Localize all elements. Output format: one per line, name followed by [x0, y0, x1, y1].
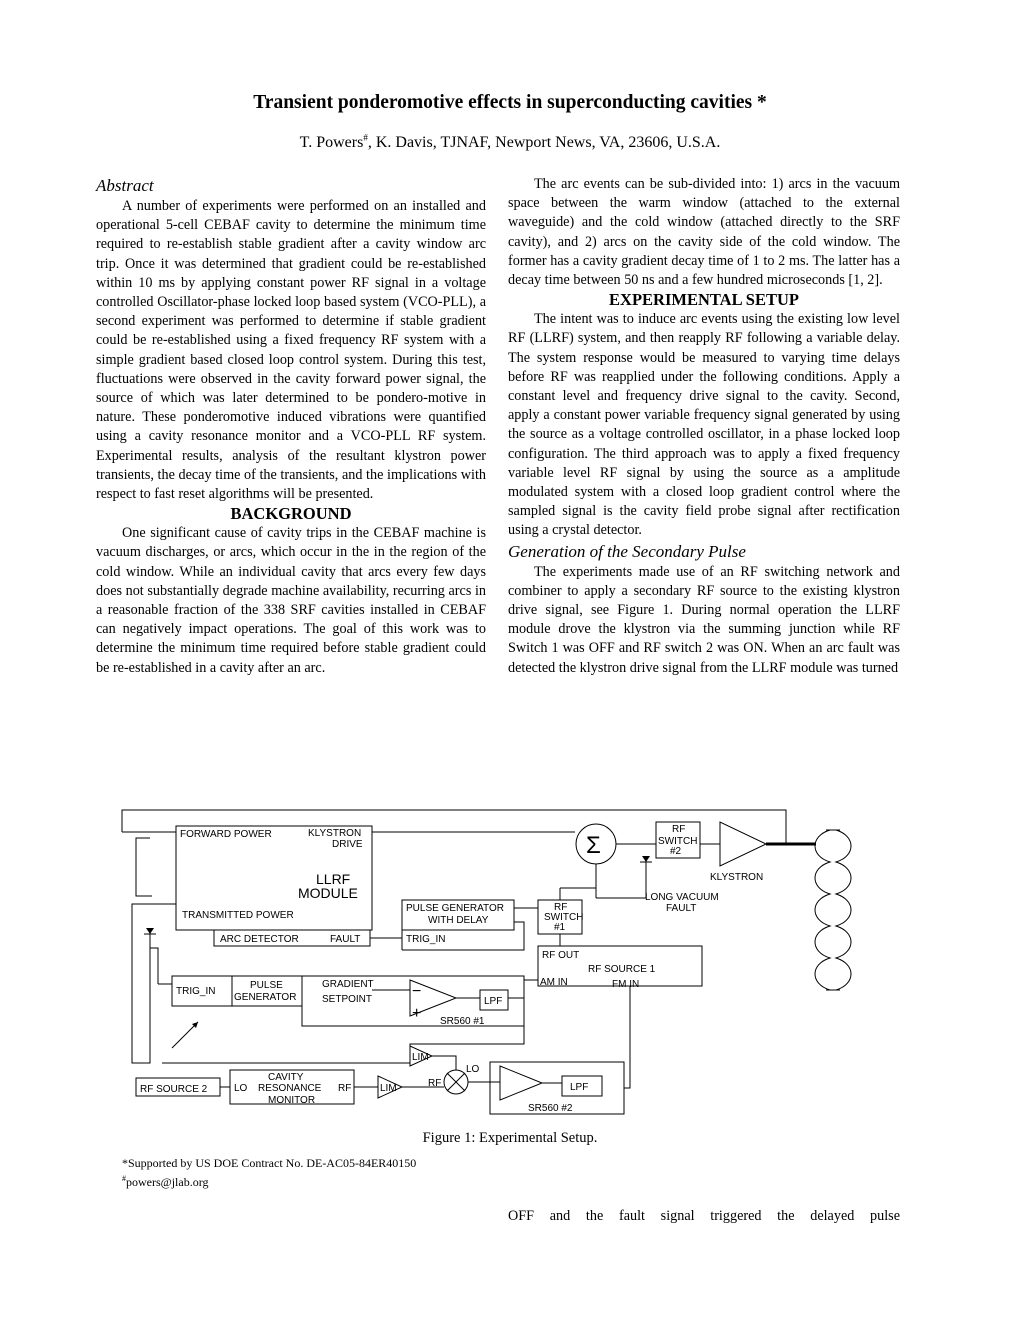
label-gradient: GRADIENT — [322, 979, 374, 990]
label-lpf-2: LPF — [570, 1082, 589, 1093]
footnote-support: *Supported by US DOE Contract No. DE-AC05-84ER40150 — [122, 1156, 417, 1170]
label-trig-in-1: TRIG_IN — [406, 934, 446, 945]
experimental-setup-diagram — [110, 808, 910, 1128]
secondary-heading: Generation of the Secondary Pulse — [508, 541, 746, 561]
label-rf-source-2: RF SOURCE 2 — [140, 1084, 208, 1095]
label-rf-switch2-3: #2 — [670, 846, 682, 857]
label-crm-lo: LO — [234, 1083, 248, 1094]
setup-paragraph: The intent was to induce arc events using the existing low level RF (LLRF) system, and then reapply RF following a variable delay. The system response would be measured to varying time delays before RF was reapplied under the following conditions. Apply a constant level and frequency drive signal to the cavity. Second, apply a constant power variable frequency signal generated by using the source as a voltage controlled oscillator, in a phase locked loop configuration. The third approach was to apply a fixed frequency variable level RF signal by using the source as a amplitude modulated system with a closed loop gradient control where the sampled signal is the cavity field probe signal after rectification using a crystal detector. — [508, 311, 900, 539]
paper-title: Transient ponderomotive effects in superconducting cavities * — [253, 92, 767, 113]
label-rf-switch2-1: RF — [672, 824, 686, 835]
label-fm-in: FM IN — [612, 979, 640, 990]
cavity-right-profile — [836, 830, 851, 990]
label-cavity-1: CAVITY — [268, 1072, 304, 1083]
figure-caption: Figure 1: Experimental Setup. — [422, 1130, 598, 1146]
diode-long-vacuum — [640, 856, 652, 862]
abstract-heading: Abstract — [96, 176, 154, 195]
klystron-amplifier — [720, 822, 766, 866]
label-pulse-gen-2: GENERATOR — [234, 992, 297, 1003]
label-llrf-1: LLRF — [316, 871, 351, 887]
author-rest: , K. Davis, TJNAF, Newport News, VA, 23606, U.S.A. — [367, 134, 721, 151]
label-trig-in-2: TRIG_IN — [176, 986, 216, 997]
switch1-to-sum-feed — [560, 864, 596, 888]
lim1-to-mixer-wire — [432, 1056, 456, 1070]
label-pulse-gen-1: PULSE — [250, 980, 283, 991]
lpf1-to-am-wire — [508, 980, 538, 998]
background-heading: BACKGROUND — [230, 504, 352, 524]
label-fault: FAULT — [330, 934, 361, 945]
diode-arc-detector — [144, 928, 156, 934]
trig-in-left-wire — [150, 948, 158, 984]
sr560-2-to-fm-wire — [624, 986, 630, 1088]
label-minus: − — [412, 983, 422, 1000]
amplifier-2 — [500, 1066, 542, 1100]
footnote-email-mark: # — [122, 1174, 126, 1183]
label-sr560-2: SR560 #2 — [528, 1103, 573, 1114]
label-pg-delay-2: WITH DELAY — [428, 915, 489, 926]
continuation-line: OFF and the fault signal triggered the delayed pulse — [508, 1208, 900, 1224]
label-lpf-1: LPF — [484, 996, 503, 1007]
footnote-email — [122, 1171, 208, 1190]
right-column — [508, 175, 900, 678]
author-first: T. Powers — [299, 134, 364, 151]
label-rf-switch2-2: SWITCH — [658, 836, 698, 847]
label-cavity-3: MONITOR — [268, 1095, 316, 1106]
label-klystron: KLYSTRON — [710, 872, 764, 883]
label-rf-out: RF OUT — [542, 950, 580, 961]
abstract-text: A number of experiments were performed on an installed and operational 5-cell CEBAF cavity to determine the minimum time required to re-establish stable gradient after a cavity window arc trip. Once it was determined that gradient could be re-established within 10 ms by applying constant power RF signal in a voltage controlled Oscillator-phase locked loop based system (VCO-PLL), a second experiment was performed to determine if stable gradient could be re-established using a fixed frequency RF system with a simple gradient based closed loop control system. During this test, fluctuations were observed in the cavity forward power signal, the source of which was later determined to be pondero-motive in nature. These ponderomotive induced vibrations were quantified using a cavity resonance monitor and a VCO-PLL RF system. Experimental results, analysis of the resultant klystron power transients, the decay time of the transients, and the implications with respect to fast reset algorithms will be presented. — [96, 198, 486, 503]
label-am-in: AM IN — [540, 977, 568, 988]
label-sum-symbol: Σ — [586, 832, 601, 859]
label-crm-rf: RF — [338, 1083, 352, 1094]
label-pg-delay-1: PULSE GENERATOR — [406, 903, 504, 914]
label-rf-mix: RF — [428, 1078, 442, 1089]
author-mark: # — [363, 132, 368, 143]
label-llrf-2: MODULE — [298, 885, 358, 901]
label-sr560-1: SR560 #1 — [440, 1016, 485, 1027]
label-lim-2: LIM — [380, 1083, 397, 1094]
label-rf-switch1-2: SWITCH — [544, 912, 584, 923]
label-plus: + — [412, 1005, 422, 1022]
arc-paragraph: The arc events can be sub-divided into: 1) arcs in the vacuum space between the warm window (attached to the external waveguide) and the cold window (attached directly to the SRF cavity), and 2) arcs on the cavity side of the cold window. The former has a cavity gradient decay time of 1 to 2 ms. The latter has a decay time between 50 ns and a few hundred microseconds [1, 2]. — [508, 176, 900, 289]
label-rf-source-1: RF SOURCE 1 — [588, 964, 656, 975]
secondary-paragraph: The experiments made use of an RF switching network and combiner to apply a secondary RF source to the existing klystron drive signal, see Figure 1. During normal operation the LLRF module drove the klystron via the summing junction while RF Switch 1 was OFF and RF switch 2 was ON. When an arc fault was detected the klystron drive signal from the LLRF module was turned — [508, 563, 900, 676]
cavity-left-profile — [815, 830, 830, 990]
label-long-vac-2: FAULT — [666, 903, 697, 914]
author-line — [0, 134, 1020, 152]
label-cavity-2: RESONANCE — [258, 1083, 322, 1094]
label-arc-detector: ARC DETECTOR — [220, 934, 299, 945]
label-lim-1: LIM — [412, 1052, 429, 1063]
background-text: One significant cause of cavity trips in the CEBAF machine is vacuum discharges, or arcs, which occur in the in the region of the cold window. While an individual cavity that arcs every few days does not substantially degrade machine availability, recurring arcs in a reasonable fraction of the 338 SRF cavities installed in CEBAF can negatively impact operations. The goal of this work was to determine the minimum time required before stable gradient could be re-established in a cavity after an arc. — [96, 525, 486, 676]
left-bracket-wire — [136, 838, 152, 896]
label-long-vac-1: LONG VACUUM — [645, 892, 719, 903]
label-klystron-drive-2: DRIVE — [332, 839, 363, 850]
label-rf-switch1-3: #1 — [554, 922, 566, 933]
label-klystron-drive-1: KLYSTRON — [308, 828, 362, 839]
footnote-email-text: powers@jlab.org — [126, 1175, 209, 1189]
left-column — [96, 175, 486, 678]
label-lo: LO — [466, 1064, 480, 1075]
label-setpoint: SETPOINT — [322, 994, 373, 1005]
label-rf-switch1-1: RF — [554, 902, 568, 913]
label-transmitted-power: TRANSMITTED POWER — [182, 910, 294, 921]
setup-heading: EXPERIMENTAL SETUP — [609, 290, 799, 310]
label-forward-power: FORWARD POWER — [180, 829, 272, 840]
